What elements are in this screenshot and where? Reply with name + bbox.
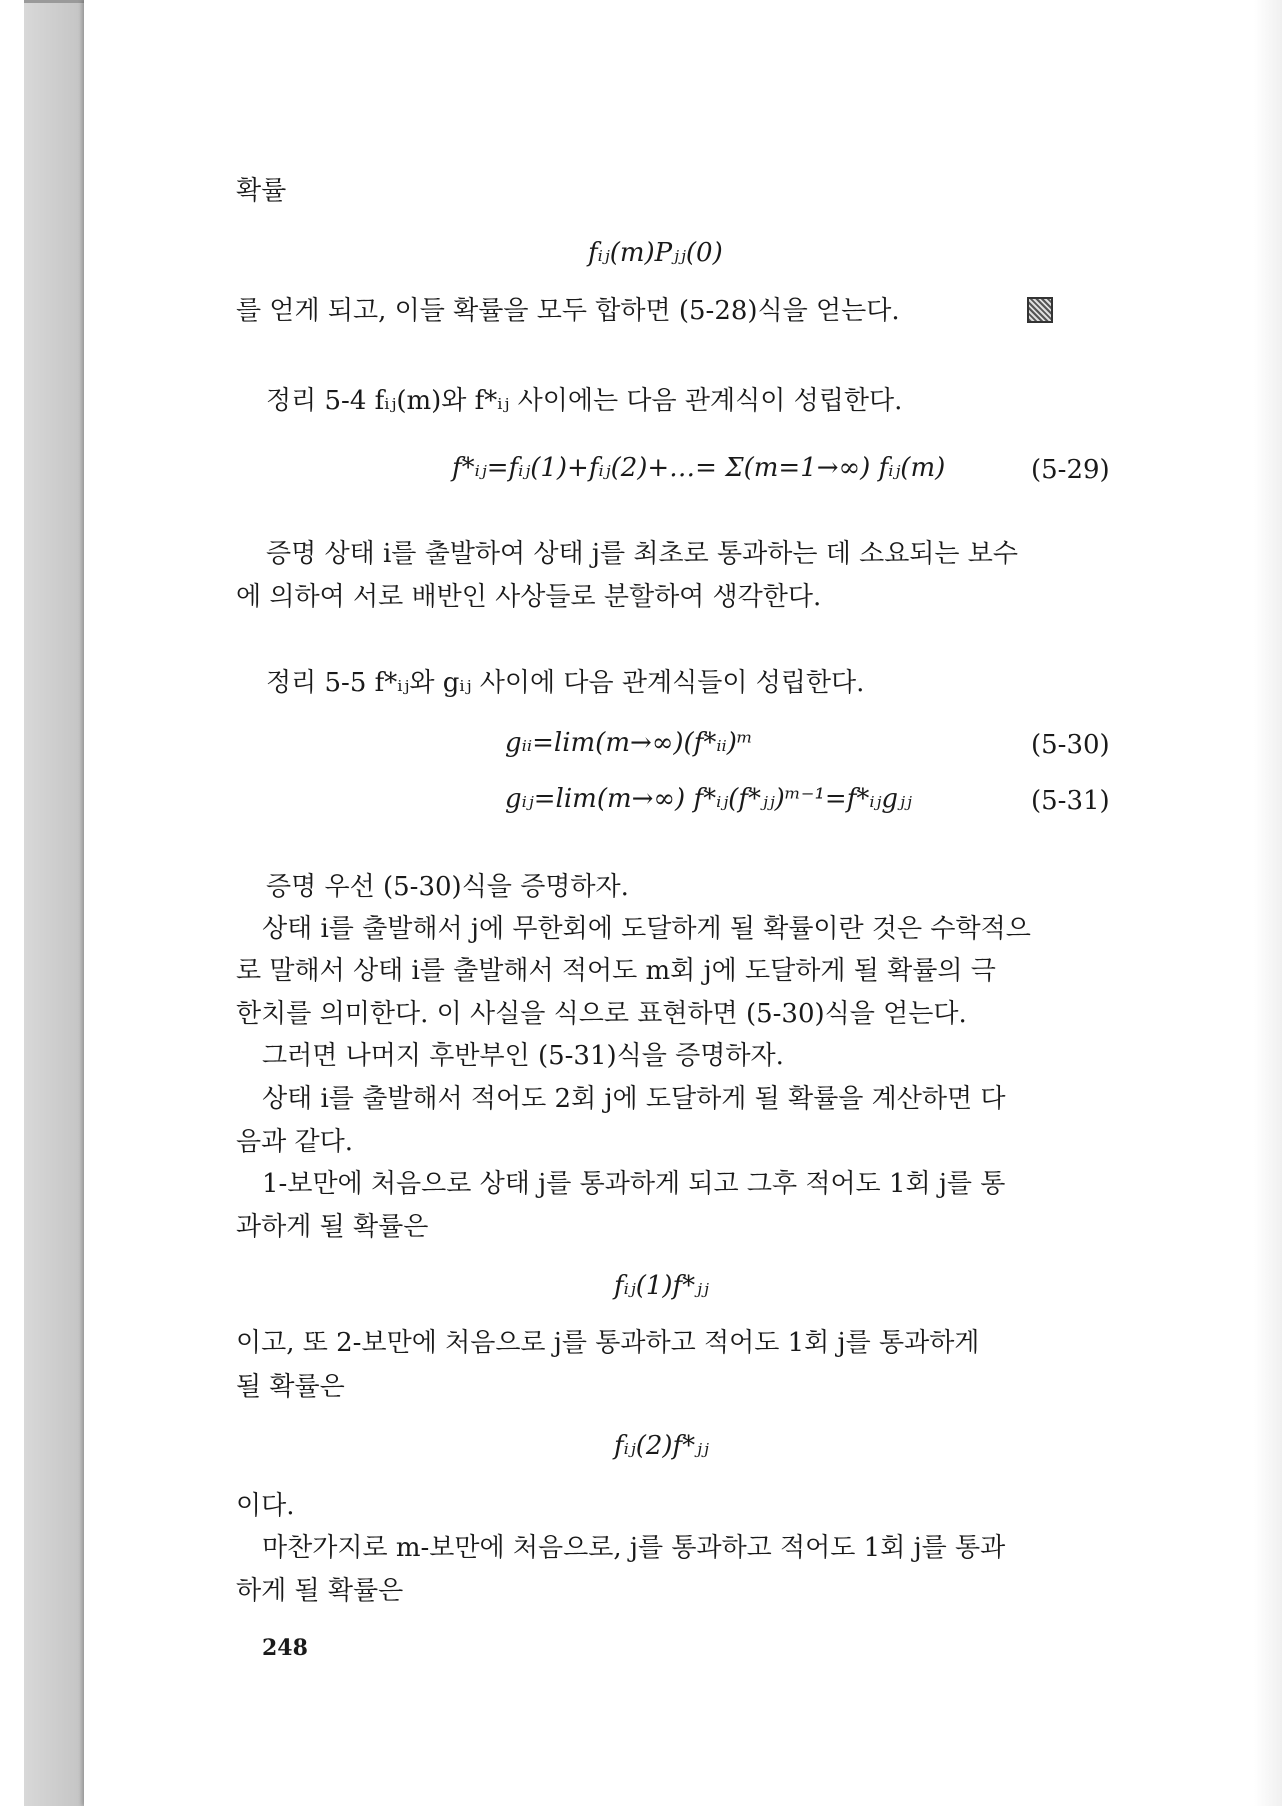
text-line: 될 확률은 — [236, 1372, 345, 1402]
page-number: 248 — [262, 1635, 308, 1661]
end-of-proof-mark — [1027, 297, 1053, 323]
page-right-edge — [1254, 0, 1282, 1806]
proof-line: 증명 상태 i를 출발하여 상태 j를 최초로 통과하는 데 소요되는 보수 — [266, 539, 1019, 569]
text-line: 를 얻게 되고, 이들 확률을 모두 합하면 (5-28)식을 얻는다. — [236, 296, 900, 326]
equation: fᵢⱼ(2)f*ⱼⱼ — [614, 1431, 709, 1461]
equation: fᵢⱼ(1)f*ⱼⱼ — [614, 1271, 709, 1301]
text-line: 그러면 나머지 후반부인 (5-31)식을 증명하자. — [262, 1041, 784, 1071]
text-line: 1-보만에 처음으로 상태 j를 통과하게 되고 그후 적어도 1회 j를 통 — [262, 1169, 1006, 1199]
book-spine — [24, 0, 84, 1806]
equation: f*ᵢⱼ=fᵢⱼ(1)+fᵢⱼ(2)+…= Σ(m=1→∞) fᵢⱼ(m) — [452, 453, 946, 483]
text-line: 로 말해서 상태 i를 출발해서 적어도 m회 j에 도달하게 될 확률의 극 — [236, 956, 996, 986]
text-line: 마찬가지로 m-보만에 처음으로, j를 통과하고 적어도 1회 j를 통과 — [262, 1533, 1006, 1563]
text-line: 한치를 의미한다. 이 사실을 식으로 표현하면 (5-30)식을 얻는다. — [236, 999, 967, 1029]
text-line: 이다. — [236, 1491, 295, 1521]
equation-number: (5-30) — [1031, 730, 1110, 760]
equation: gᵢⱼ=lim(m→∞) f*ᵢⱼ(f*ⱼⱼ)ᵐ⁻¹=f*ᵢⱼgⱼⱼ — [505, 784, 912, 814]
text-line: 하게 될 확률은 — [236, 1576, 404, 1606]
theorem-statement: 정리 5-5 f*ᵢⱼ와 gᵢⱼ 사이에 다음 관계식들이 성립한다. — [266, 668, 865, 698]
text-line: 이고, 또 2-보만에 처음으로 j를 통과하고 적어도 1회 j를 통과하게 — [236, 1328, 980, 1358]
text-line: 에 의하여 서로 배반인 사상들로 분할하여 생각한다. — [236, 582, 822, 612]
text-line: 과하게 될 확률은 — [236, 1212, 429, 1242]
equation-number: (5-31) — [1031, 786, 1110, 816]
text-line: 음과 같다. — [236, 1127, 353, 1157]
text-line: 상태 i를 출발해서 j에 무한회에 도달하게 될 확률이란 것은 수학적으 — [262, 914, 1031, 944]
proof-line: 증명 우선 (5-30)식을 증명하자. — [266, 872, 629, 902]
equation-number: (5-29) — [1031, 455, 1110, 485]
equation: gᵢᵢ=lim(m→∞)(f*ᵢᵢ)ᵐ — [505, 728, 753, 758]
text-line: 상태 i를 출발해서 적어도 2회 j에 도달하게 될 확률을 계산하면 다 — [262, 1084, 1006, 1114]
equation: fᵢⱼ(m)Pⱼⱼ(0) — [588, 238, 723, 268]
theorem-statement: 정리 5-4 fᵢⱼ(m)와 f*ᵢⱼ 사이에는 다음 관계식이 성립한다. — [266, 386, 903, 416]
text-line: 확률 — [236, 176, 287, 206]
